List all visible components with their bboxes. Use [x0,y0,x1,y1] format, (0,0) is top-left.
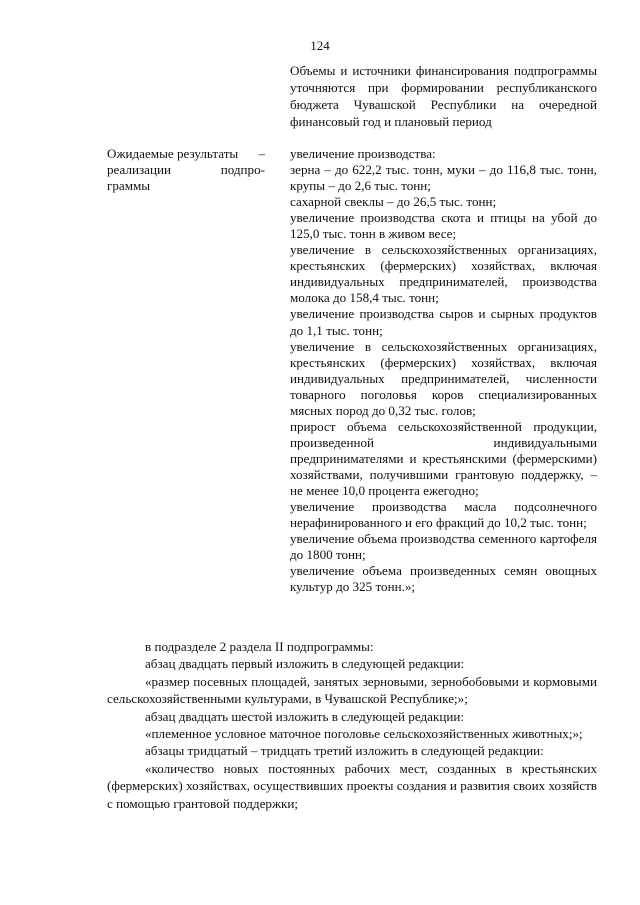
label-line-2-left: реализации [107,162,171,177]
result-item: увеличение производства сыров и сырных продуктов до 1,1 тыс. тонн; [290,306,597,338]
result-item: увеличение объема произведенных семян овощных культур до 325 тонн.»; [290,563,597,595]
result-item: увеличение в сельскохозяйственных организациях, крестьянских (фермерских) хозяйствах, включая индивидуальных предпринимателей, производства молока до 158,4 тыс. тонн; [290,242,597,306]
label-line-3: граммы [107,178,151,193]
expected-results-label [107,146,265,194]
body-paragraph: «количество новых постоянных рабочих мест, созданных в крестьянских (фермерских) хозяйствах, осуществивших проекты создания и развития своих хозяйств с помощью грантовой поддержки; [107,760,597,811]
label-line-2-right: подпро- [220,162,265,177]
funding-continuation-text: Объемы и источники финансирования подпрограммы уточняются при формировании республиканского бюджета Чувашской Республики на очередной финансовый год и плановый период [290,63,597,129]
result-item: прирост объема сельскохозяйственной продукции, произведенной индивидуальными предпринимателями и крестьянскими (фермерскими) хозяйствами, получившими грантовую поддержку, – не менее 10,0 процента ежегодно; [290,418,597,498]
label-line-2 [107,162,265,178]
result-item: зерна – до 622,2 тыс. тонн, муки – до 116,8 тыс. тонн, крупы – до 2,6 тыс. тонн; [290,162,597,194]
body-paragraph: абзац двадцать первый изложить в следующей редакции: [145,656,465,672]
result-item: сахарной свеклы – до 26,5 тыс. тонн; [290,194,497,210]
label-line-1-dash: – [258,146,265,161]
result-item: увеличение производства масла подсолнечного нерафинированного и его фракций до 10,2 тыс. тонн; [290,499,597,531]
label-line-1-text: Ожидаемые результаты [107,146,239,161]
body-paragraph: абзац двадцать шестой изложить в следующей редакции: [145,708,464,724]
label-line-1 [107,146,265,162]
result-item: увеличение производства: [290,146,436,161]
result-item: увеличение объема производства семенного картофеля до 1800 тонн; [290,531,597,563]
result-item: увеличение производства скота и птицы на убой до 125,0 тыс. тонн в живом весе; [290,210,597,242]
body-paragraph: «племенное условное маточное поголовье сельскохозяйственных животных;»; [145,726,583,742]
page-number: 124 [310,38,330,53]
body-paragraph: абзацы тридцатый – тридцать третий изложить в следующей редакции: [145,743,544,759]
amendment-text [107,638,597,812]
result-item: увеличение в сельскохозяйственных организациях, крестьянских (фермерских) хозяйствах, включая индивидуальных предпринимателей, численности товарного поголовья коров специализированных мясных пород до 0,32 тыс. голов; [290,338,597,418]
expected-results-list [290,146,597,595]
body-paragraph: в подразделе 2 раздела II подпрограммы: [145,639,374,654]
body-paragraph: «размер посевных площадей, занятых зерновыми, зернобобовыми и кормовыми сельскохозяйственными культурами, в Чувашской Республике;»; [107,673,597,707]
